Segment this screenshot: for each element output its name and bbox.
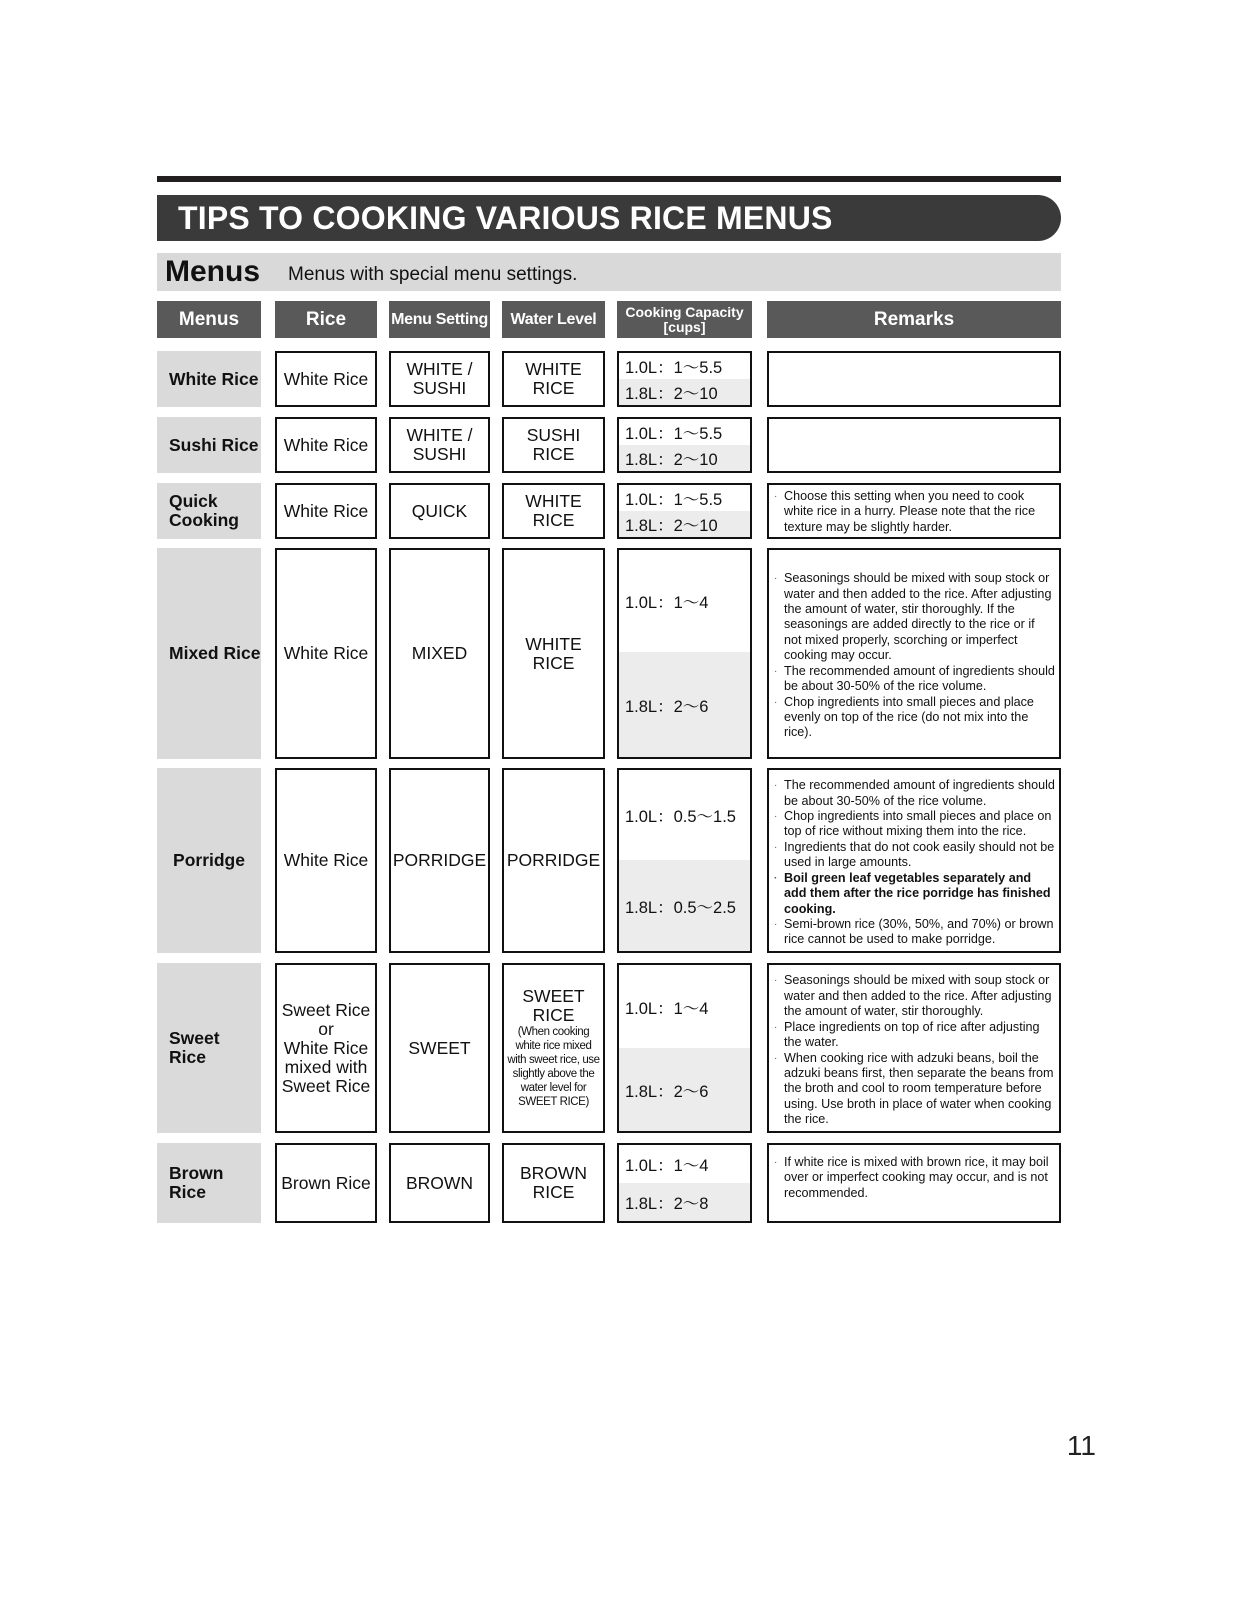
menu-cell bbox=[157, 483, 261, 539]
rice-cell bbox=[275, 963, 377, 1133]
capacity-1-8l: 1.8L：2〜10 bbox=[619, 445, 750, 471]
remarks-cell bbox=[767, 963, 1061, 1133]
remark-item: · Semi-brown rice (30%, 50%, and 70%) or brown rice cannot be used to make porridge. bbox=[773, 917, 1055, 948]
water-level-cell: BROWN RICE bbox=[502, 1143, 605, 1223]
top-rule bbox=[157, 176, 1061, 182]
setting-line: SUSHI bbox=[412, 444, 467, 464]
menu-setting-cell: SWEET bbox=[389, 963, 490, 1133]
rice-line: mixed with bbox=[284, 1056, 368, 1077]
capacity-1-0l: 1.0L：1〜5.5 bbox=[625, 491, 723, 509]
menu-cell: Brown Rice bbox=[157, 1143, 261, 1223]
capacity-1-8l: 1.8L：0.5〜2.5 bbox=[619, 860, 750, 951]
header-remarks: Remarks bbox=[767, 301, 1061, 338]
rice-line: Sweet Rice bbox=[281, 1075, 371, 1096]
remark-item: · Chop ingredients into small pieces and place evenly on top of the rice (do not mix into the rice). bbox=[773, 695, 1055, 741]
water-level-cell: WHITE RICE bbox=[502, 351, 605, 407]
rice-cell: White Rice bbox=[275, 351, 377, 407]
capacity-cell bbox=[617, 1143, 752, 1223]
menu-setting-cell: PORRIDGE bbox=[389, 768, 490, 953]
remark-item: · If white rice is mixed with brown rice, it may boil over or imperfect cooking may occur, and is not recommended. bbox=[773, 1155, 1055, 1201]
remarks-cell bbox=[767, 768, 1061, 953]
header-menus: Menus bbox=[157, 301, 261, 338]
section-title: Menus bbox=[165, 255, 261, 288]
water-level-cell: SUSHI RICE bbox=[502, 417, 605, 473]
remark-item: · Place ingredients on top of rice after adjusting the water. bbox=[773, 1020, 1055, 1051]
water-level-cell: PORRIDGE bbox=[502, 768, 605, 953]
menu-setting-cell: QUICK bbox=[389, 483, 490, 539]
menu-cell: Mixed Rice bbox=[157, 548, 261, 759]
capacity-cell bbox=[617, 548, 752, 759]
remark-item: · The recommended amount of ingredients should be about 30-50% of the rice volume. bbox=[773, 778, 1055, 809]
rice-line: White Rice bbox=[283, 1037, 369, 1058]
menu-line: Quick bbox=[169, 491, 218, 511]
menu-cell: Sweet Rice bbox=[157, 963, 261, 1133]
remarks-cell bbox=[767, 483, 1061, 539]
rice-cell: Brown Rice bbox=[275, 1143, 377, 1223]
menu-cell: White Rice bbox=[157, 351, 261, 407]
setting-line: SUSHI bbox=[412, 378, 467, 398]
remarks-cell bbox=[767, 351, 1061, 407]
capacity-cell bbox=[617, 483, 752, 539]
capacity-1-0l: 1.0L：1〜4 bbox=[625, 1157, 709, 1175]
rice-cell: White Rice bbox=[275, 768, 377, 953]
menu-cell: Sushi Rice bbox=[157, 417, 261, 473]
header-water-level: Water Level bbox=[502, 301, 605, 338]
header-capacity-line2: [cups] bbox=[663, 318, 706, 335]
header-menu-setting: Menu Setting bbox=[389, 301, 490, 338]
capacity-1-0l: 1.0L：1〜5.5 bbox=[625, 425, 723, 443]
water-level-cell: WHITE RICE bbox=[502, 548, 605, 759]
header-capacity-line1: Cooking Capacity bbox=[625, 303, 744, 320]
header-cooking-capacity bbox=[617, 301, 752, 338]
section-description: Menus with special menu settings. bbox=[288, 264, 578, 285]
capacity-cell bbox=[617, 351, 752, 407]
capacity-1-8l: 1.8L：2〜8 bbox=[619, 1183, 750, 1221]
page-number: 11 bbox=[1066, 1430, 1096, 1461]
water-level-label: SWEET RICE bbox=[522, 986, 585, 1025]
rice-cell: White Rice bbox=[275, 483, 377, 539]
remark-item: · Ingredients that do not cook easily should not be used in large amounts. bbox=[773, 840, 1055, 871]
page-title: TIPS TO COOKING VARIOUS RICE MENUS bbox=[157, 195, 1061, 241]
capacity-1-8l: 1.8L：2〜10 bbox=[619, 511, 750, 537]
water-level-note: (When cooking white rice mixed with sweet rice, use slightly above the water level for SWEET RICE) bbox=[507, 1026, 600, 1108]
remark-item: · Seasonings should be mixed with soup stock or water and then added to the rice. After adjusting the amount of water, stir thoroughly. bbox=[773, 973, 1055, 1019]
remark-item: · When cooking rice with adzuki beans, boil the adzuki beans first, then separate the beans from the broth and cool to room temperature before using. Use broth in place of water when cooking the rice. bbox=[773, 1051, 1055, 1128]
menu-cell: Porridge bbox=[157, 768, 261, 953]
remarks-cell bbox=[767, 417, 1061, 473]
rice-cell: White Rice bbox=[275, 417, 377, 473]
rice-line: Sweet Rice bbox=[281, 999, 371, 1020]
capacity-cell bbox=[617, 963, 752, 1133]
menu-setting-cell bbox=[389, 351, 490, 407]
remark-item: · Chop ingredients into small pieces and place on top of rice without mixing them into the rice. bbox=[773, 809, 1055, 840]
menu-setting-cell: BROWN bbox=[389, 1143, 490, 1223]
capacity-1-0l: 1.0L：1〜4 bbox=[625, 999, 709, 1018]
remarks-cell bbox=[767, 1143, 1061, 1223]
remarks-cell bbox=[767, 548, 1061, 759]
capacity-1-0l: 1.0L：1〜4 bbox=[625, 594, 709, 612]
capacity-1-8l: 1.8L：2〜6 bbox=[619, 1048, 750, 1131]
capacity-1-8l: 1.8L：2〜10 bbox=[619, 379, 750, 405]
remark-item: · Seasonings should be mixed with soup stock or water and then added to the rice. After adjusting the amount of water, stir thoroughly. If the seasonings are added directly to the rice or if not mixed properly, scorching or imperfect cooking may occur. bbox=[773, 571, 1055, 663]
capacity-1-0l: 1.0L：1〜5.5 bbox=[625, 359, 723, 377]
setting-line: WHITE / bbox=[406, 359, 473, 379]
setting-line: WHITE / bbox=[406, 425, 473, 445]
capacity-1-8l: 1.8L：2〜6 bbox=[619, 652, 750, 757]
water-level-cell: WHITE RICE bbox=[502, 483, 605, 539]
rice-line: or bbox=[318, 1018, 334, 1039]
water-level-cell bbox=[502, 963, 605, 1133]
remark-item-bold: · Boil green leaf vegetables separately and add them after the rice porridge has finished cooking. bbox=[773, 871, 1055, 917]
header-rice: Rice bbox=[275, 301, 377, 338]
capacity-cell bbox=[617, 768, 752, 953]
menu-line: Cooking bbox=[169, 510, 239, 530]
remark-item: · Choose this setting when you need to cook white rice in a hurry. Please note that the rice texture may be slightly harder. bbox=[773, 489, 1055, 535]
capacity-cell bbox=[617, 417, 752, 473]
remark-item: · The recommended amount of ingredients should be about 30-50% of the rice volume. bbox=[773, 664, 1055, 695]
capacity-1-0l: 1.0L：0.5〜1.5 bbox=[625, 808, 736, 826]
menu-setting-cell: MIXED bbox=[389, 548, 490, 759]
menu-setting-cell bbox=[389, 417, 490, 473]
rice-cell: White Rice bbox=[275, 548, 377, 759]
section-bar bbox=[157, 253, 1061, 291]
